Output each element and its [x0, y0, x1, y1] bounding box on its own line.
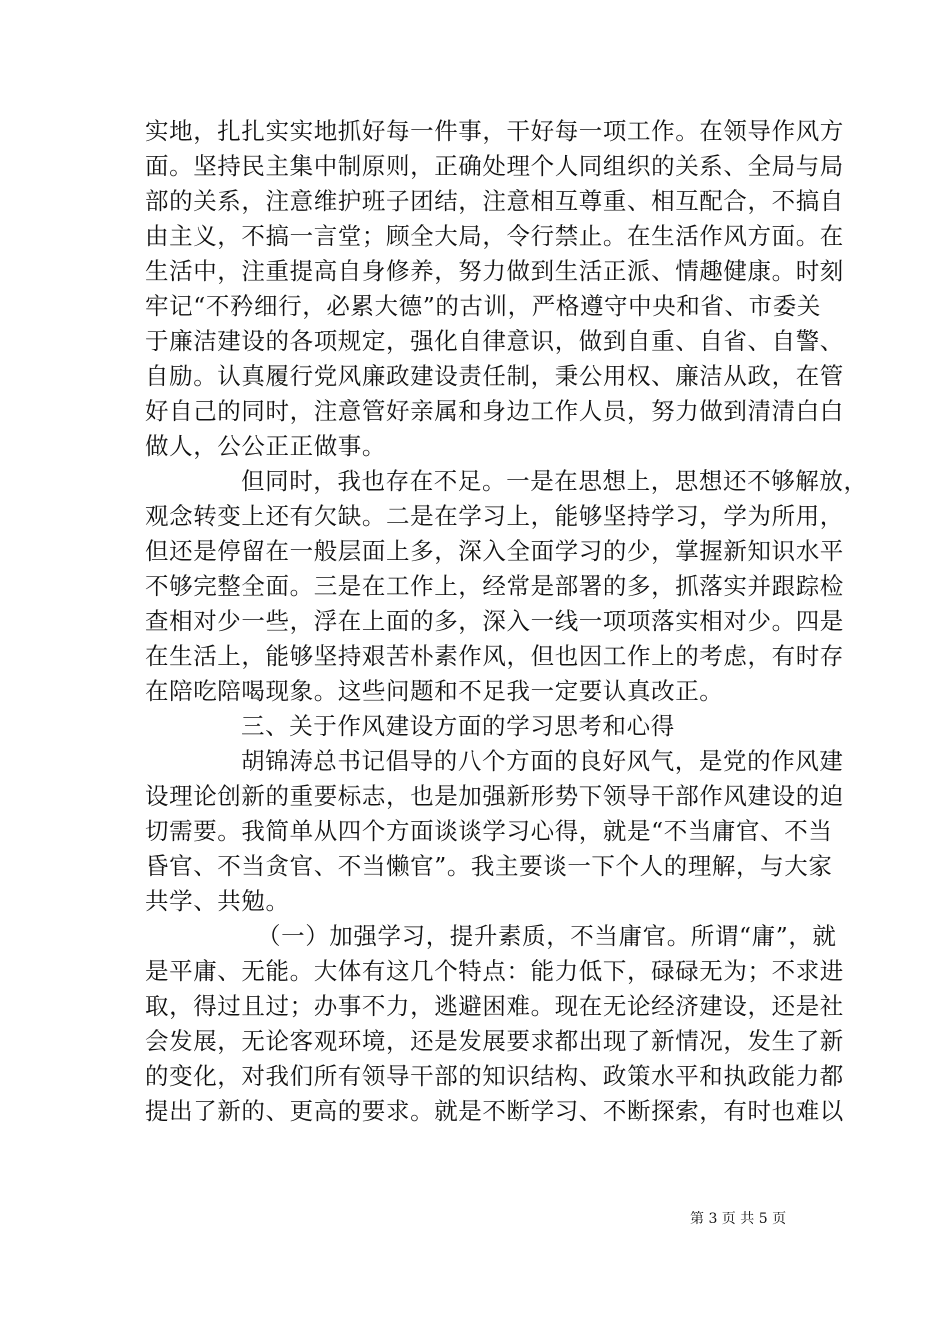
text-line: 生活中，注重提高自身修养，努力做到生活正派、情趣健康。时刻: [145, 257, 844, 285]
text-line: 部的关系，注意维护班子团结，注意相互尊重、相互配合，不搞自: [145, 187, 844, 215]
text-line: 做人，公公正正做事。: [145, 432, 386, 460]
text-line: 好自己的同时，注意管好亲属和身边工作人员，努力做到清清白白: [145, 397, 844, 425]
text-line: 由主义，不搞一言堂；顾全大局，令行禁止。在生活作风方面。在: [145, 222, 844, 250]
paragraph-3: [145, 744, 844, 919]
paragraph-2: [145, 464, 868, 709]
text-line: 在陪吃陪喝现象。这些问题和不足我一定要认真改正。: [145, 677, 724, 705]
text-line: 设理论创新的重要标志，也是加强新形势下领导干部作风建设的迫: [145, 782, 844, 810]
text-line: 在生活上，能够坚持艰苦朴素作风，但也因工作上的考虑，有时存: [145, 642, 844, 670]
text-line: 切需要。我简单从四个方面谈谈学习心得，就是“不当庸官、不当: [145, 817, 833, 845]
page-number: 第 3 页 共 5 页: [690, 1211, 787, 1227]
text-line: 共学、共勉。: [145, 887, 290, 915]
text-line: （一）加强学习，提升素质，不当庸官。所谓“庸”，就: [257, 922, 837, 950]
paragraph-4: [145, 919, 844, 1129]
text-line: 于廉洁建设的各项规定，强化自律意识，做到自重、自省、自警、: [145, 327, 844, 355]
text-line: 胡锦涛总书记倡导的八个方面的良好风气，是党的作风建: [241, 747, 844, 775]
text-line: 昏官、不当贪官、不当懒官”。我主要谈一下个人的理解，与大家: [145, 852, 833, 880]
text-line: 面。坚持民主集中制原则，正确处理个人同组织的关系、全局与局: [145, 152, 844, 180]
paragraph-1: [145, 114, 844, 464]
text-line: 但同时，我也存在不足。一是在思想上，思想还不够解放，: [241, 467, 868, 495]
text-line: 自励。认真履行党风廉政建设责任制，秉公用权、廉洁从政，在管: [145, 362, 844, 390]
text-line: 观念转变上还有欠缺。二是在学习上，能够坚持学习，学为所用，: [145, 502, 844, 530]
text-line: 的变化，对我们所有领导干部的知识结构、政策水平和执政能力都: [145, 1062, 844, 1090]
document-body: [145, 114, 868, 1129]
page-footer: [690, 1210, 810, 1228]
text-line: 不够完整全面。三是在工作上，经常是部署的多，抓落实并跟踪检: [145, 572, 844, 600]
section-heading: [145, 709, 805, 744]
section-heading-text: 三、关于作风建设方面的学习思考和心得: [241, 712, 675, 740]
text-line: 提出了新的、更高的要求。就是不断学习、不断探索，有时也难以: [145, 1097, 844, 1125]
text-line: 实地，扎扎实实地抓好每一件事，干好每一项工作。在领导作风方: [145, 117, 844, 145]
text-line: 是平庸、无能。大体有这几个特点：能力低下，碌碌无为；不求进: [145, 957, 844, 985]
text-line: 牢记“不矜细行，必累大德”的古训，严格遵守中央和省、市委关: [145, 292, 821, 320]
text-line: 但还是停留在一般层面上多，深入全面学习的少，掌握新知识水平: [145, 537, 844, 565]
text-line: 查相对少一些，浮在上面的多，深入一线一项项落实相对少。四是: [145, 607, 844, 635]
text-line: 取，得过且过；办事不力，逃避困难。现在无论经济建设，还是社: [145, 992, 844, 1020]
text-line: 会发展，无论客观环境，还是发展要求都出现了新情况，发生了新: [145, 1027, 844, 1055]
